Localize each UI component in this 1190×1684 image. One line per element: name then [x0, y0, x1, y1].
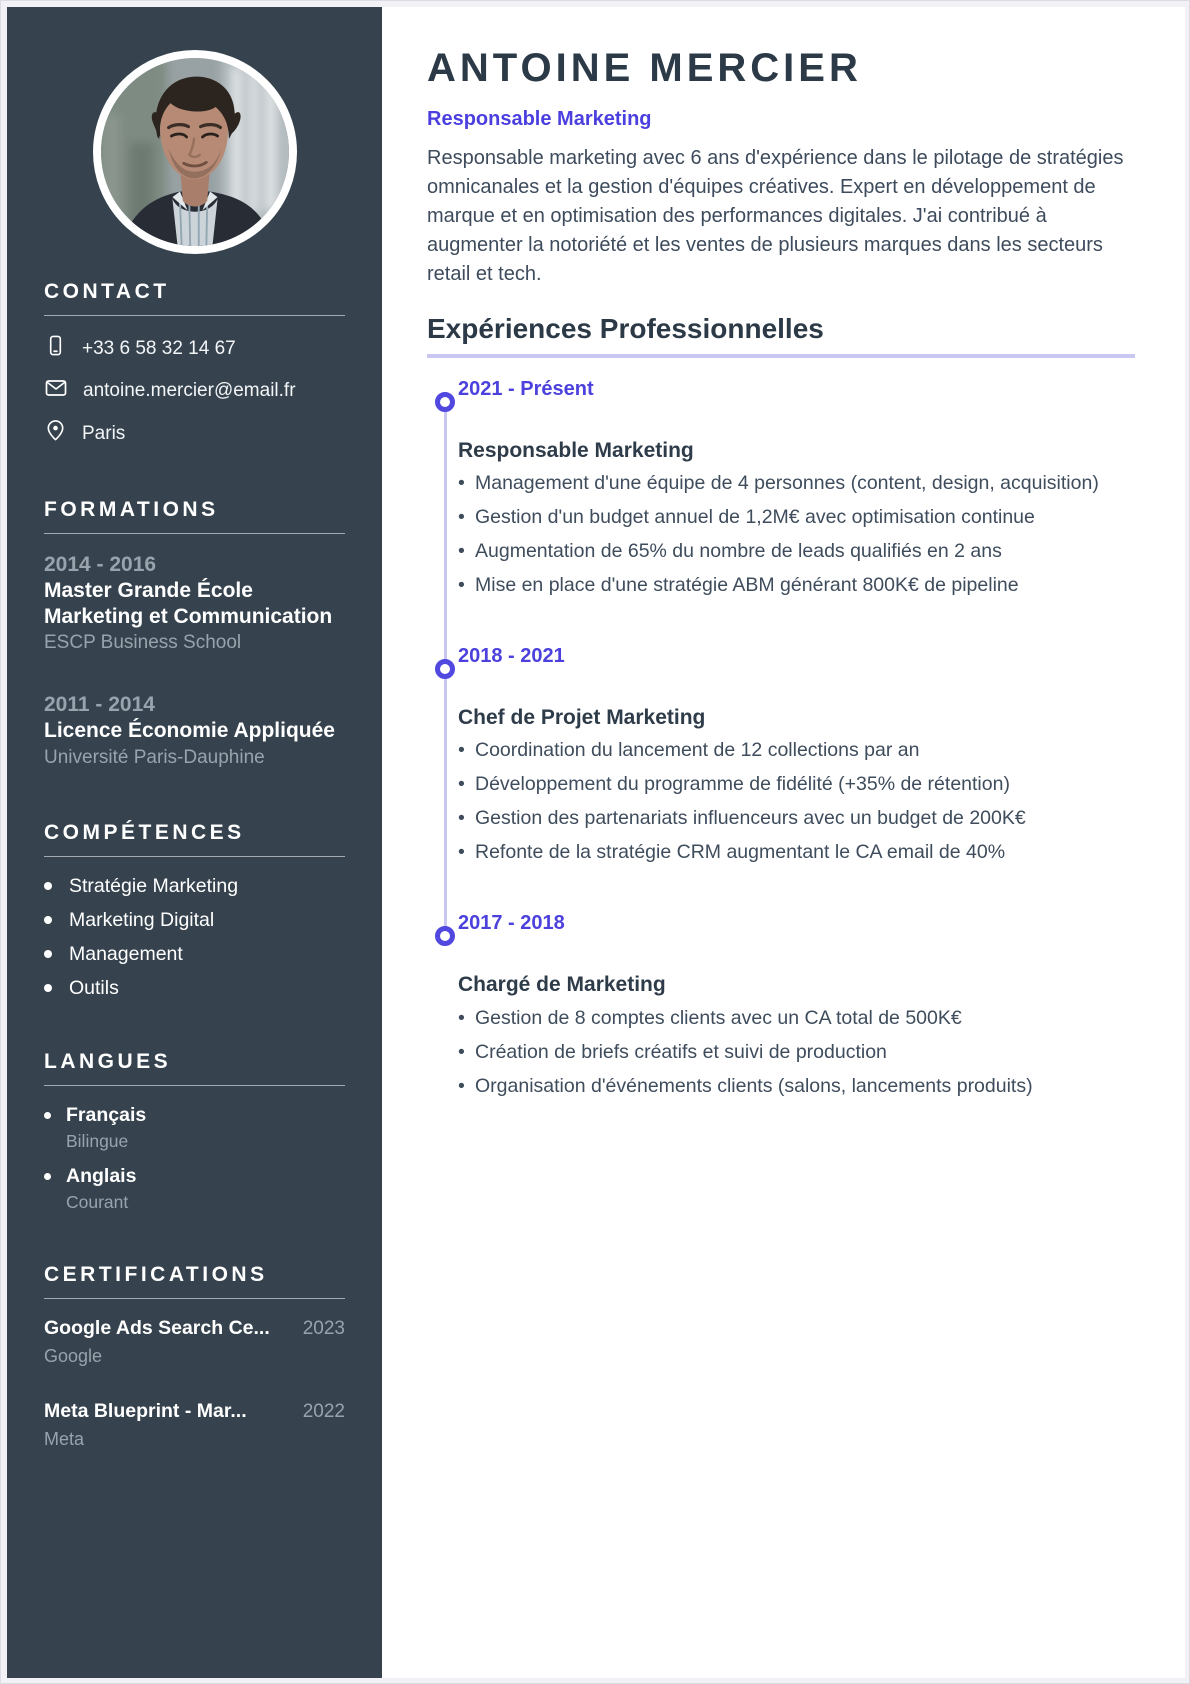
- language-item: [44, 1104, 345, 1152]
- phone-value: +33 6 58 32 14 67: [82, 337, 236, 359]
- profile-summary: Responsable marketing avec 6 ans d'expérience dans le pilotage de stratégies omnicanales et la gestion d'équipes créatives. Expert en développement de marque et en optimisation des performances digitales. J'ai contribué à augmenter la notoriété et les ventes de plusieurs marques dans les secteurs retail et tech.: [427, 147, 1124, 285]
- experience-bullet: • Création de briefs créatifs et suivi de production: [458, 1038, 1108, 1067]
- divider: [44, 856, 345, 857]
- experience-entry: [458, 644, 1135, 867]
- certifications-section: [44, 1263, 345, 1450]
- experience-bullet: • Gestion d'un budget annuel de 1,2M€ avec optimisation continue: [458, 503, 1108, 532]
- certification-item: [44, 1400, 345, 1450]
- competence-item: [44, 909, 345, 932]
- formation-school: Université Paris-Dauphine: [44, 746, 265, 768]
- language-name-row: [44, 1165, 345, 1188]
- competence-item: [44, 943, 345, 966]
- experience-section-title: Expériences Professionnelles: [427, 313, 824, 344]
- competence-label: Stratégie Marketing: [69, 874, 239, 897]
- person-name: ANTOINE MERCIER: [427, 46, 862, 90]
- divider: [44, 315, 345, 316]
- timeline-marker-icon: [435, 926, 455, 946]
- competence-label: Outils: [69, 976, 119, 999]
- experience-section-underline: [427, 354, 1135, 358]
- certifications-title: CERTIFICATIONS: [44, 1262, 268, 1286]
- formation-period: 2011 - 2014: [44, 693, 155, 717]
- experience-bullet-list: [458, 469, 1108, 600]
- divider: [44, 1298, 345, 1299]
- location-value: Paris: [82, 422, 126, 444]
- experience-job-title: Responsable Marketing: [458, 438, 694, 462]
- timeline-connector-line: [444, 402, 447, 669]
- timeline-marker-icon: [435, 392, 455, 412]
- bullet-dot-icon: [44, 950, 52, 958]
- certification-item: [44, 1317, 345, 1367]
- bullet-dot-icon: [44, 984, 52, 992]
- formations-section: [44, 498, 345, 771]
- email-value: antoine.mercier@email.fr: [83, 380, 296, 401]
- experience-period: 2017 - 2018: [458, 912, 565, 935]
- experience-period: 2021 - Présent: [458, 377, 594, 400]
- portrait-illustration: [101, 58, 289, 246]
- experience-bullet-list: [458, 736, 1108, 867]
- contact-title: CONTACT: [44, 280, 170, 303]
- certification-name: Meta Blueprint - Mar...: [44, 1399, 247, 1422]
- competence-label: Management: [69, 942, 183, 965]
- formation-degree: Master Grande École Marketing et Communication: [44, 579, 333, 628]
- language-level: Courant: [66, 1191, 129, 1212]
- location-icon: [44, 419, 67, 448]
- langues-section: [44, 1050, 345, 1213]
- formation-item: [44, 692, 345, 770]
- formation-degree: Licence Économie Appliquée: [44, 719, 335, 743]
- experience-bullet: • Management d'une équipe de 4 personnes (content, design, acquisition): [458, 469, 1108, 498]
- divider: [44, 1085, 345, 1086]
- experience-entry: [458, 377, 1135, 600]
- language-name-row: [44, 1104, 345, 1127]
- timeline-marker-icon: [435, 659, 455, 679]
- certification-header-row: [44, 1400, 345, 1423]
- contact-phone: [44, 334, 345, 363]
- divider: [44, 533, 345, 534]
- formations-title: FORMATIONS: [44, 498, 219, 521]
- contact-email: [44, 376, 345, 406]
- sidebar: [7, 7, 382, 1678]
- phone-icon: [44, 334, 67, 363]
- certification-org: Meta: [44, 1428, 85, 1449]
- bullet-dot-icon: [44, 1112, 51, 1119]
- bullet-dot-icon: [44, 1173, 51, 1180]
- certification-header-row: [44, 1317, 345, 1340]
- competences-section: [44, 821, 345, 1000]
- experience-bullet: • Coordination du lancement de 12 collections par an: [458, 736, 1108, 765]
- profile-photo: [93, 50, 297, 254]
- experience-bullet: • Refonte de la stratégie CRM augmentant le CA email de 40%: [458, 838, 1108, 867]
- experience-job-title: Chargé de Marketing: [458, 973, 666, 997]
- experience-job-title: Chef de Projet Marketing: [458, 706, 706, 730]
- formation-item: [44, 552, 345, 656]
- bullet-dot-icon: [44, 916, 52, 924]
- certification-year: 2023: [302, 1317, 345, 1339]
- experience-bullet: • Développement du programme de fidélité (+35% de rétention): [458, 770, 1108, 799]
- timeline-connector-line: [444, 669, 447, 936]
- bullet-dot-icon: [44, 882, 52, 890]
- main-content: [382, 7, 1185, 1678]
- competences-title: COMPÉTENCES: [44, 820, 245, 844]
- language-level: Bilingue: [66, 1130, 129, 1151]
- contact-section: [44, 280, 345, 448]
- competence-label: Marketing Digital: [69, 908, 215, 931]
- experience-bullet-list: [458, 1004, 1108, 1101]
- person-job-title: Responsable Marketing: [427, 108, 652, 130]
- resume-body: [7, 7, 1183, 1678]
- certification-org: Google: [44, 1345, 103, 1366]
- experience-bullet: • Mise en place d'une stratégie ABM générant 800K€ de pipeline: [458, 571, 1108, 600]
- experience-bullet: • Augmentation de 65% du nombre de leads qualifiés en 2 ans: [458, 537, 1108, 566]
- competence-item: [44, 875, 345, 898]
- experience-period: 2018 - 2021: [458, 645, 565, 668]
- language-item: [44, 1165, 345, 1213]
- langues-title: LANGUES: [44, 1049, 172, 1073]
- experience-bullet: • Organisation d'événements clients (salons, lancements produits): [458, 1072, 1108, 1101]
- language-name: Anglais: [66, 1164, 137, 1187]
- formation-school: ESCP Business School: [44, 632, 242, 654]
- experience-entry: [458, 911, 1135, 1100]
- certification-year: 2022: [302, 1400, 345, 1422]
- formation-period: 2014 - 2016: [44, 553, 157, 576]
- experience-bullet: • Gestion des partenariats influenceurs avec un budget de 200K€: [458, 804, 1108, 833]
- language-name: Français: [66, 1103, 147, 1126]
- experience-bullet: • Gestion de 8 comptes clients avec un CA total de 500K€: [458, 1004, 1108, 1033]
- certification-name: Google Ads Search Ce...: [44, 1316, 270, 1339]
- mail-icon: [44, 376, 68, 406]
- contact-location: [44, 419, 345, 448]
- competence-item: [44, 977, 345, 1000]
- experience-timeline: [458, 377, 1135, 1101]
